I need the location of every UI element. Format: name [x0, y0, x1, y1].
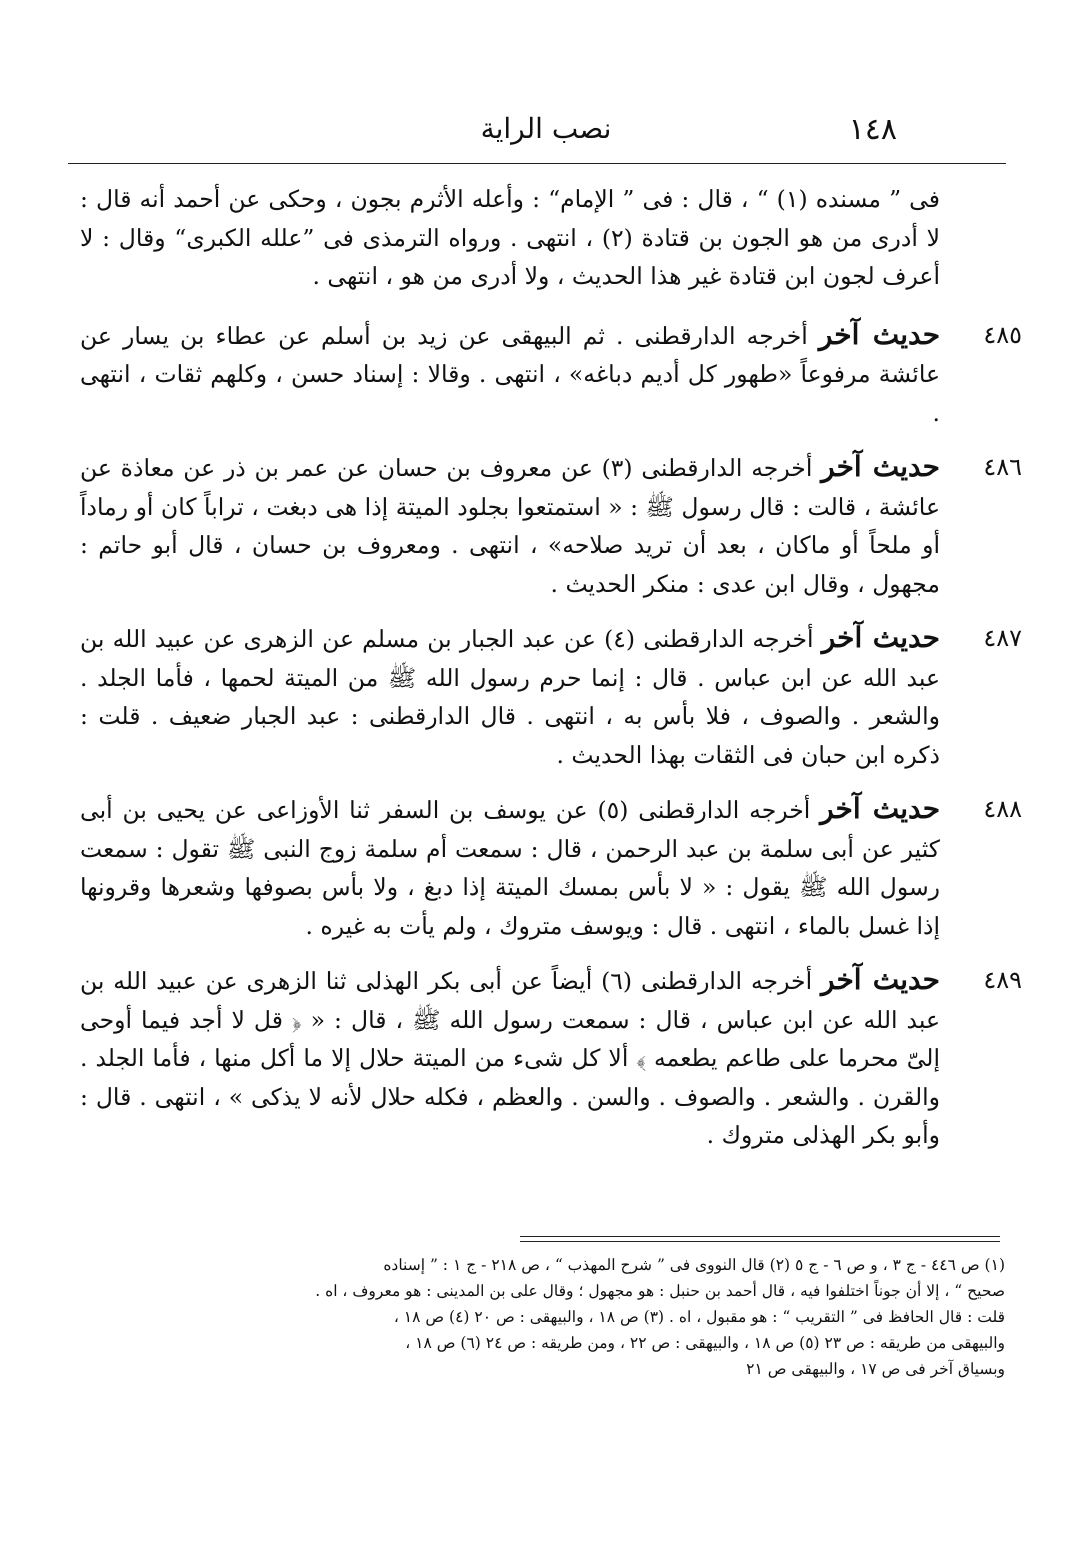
- hadith-paragraph: [80, 448, 1022, 603]
- hadith-paragraph: [80, 316, 1022, 433]
- footnote-line: قلت : قال الحافظ فى ” التقريب “ : هو مقبول ، اه . (٣) ص ١٨ ، والبيهقى : ص ٢٠ (٤) ص ١٨ ،: [393, 1308, 1005, 1326]
- footnote-line: (١) ص ٤٤٦ - ج ٣ ، و ص ٦ - ج ٥ (٢) قال النووى فى ” شرح المهذب “ ، ص ٢١٨ - ج ١ : ” إسناده: [383, 1256, 1005, 1274]
- footnote-divider: [520, 1241, 1000, 1242]
- hadith-paragraph: [80, 619, 1022, 774]
- footnote-line: صحيح “ ، إلا أن جوناً اختلفوا فيه ، قال أحمد بن حنبل : هو مجهول ؛ وقال على بن المدينى : هو معروف ، اه .: [315, 1282, 1005, 1300]
- body-text: [80, 180, 1022, 1171]
- footnote-line: وبسياق آخر فى ص ١٧ ، والبيهقى ص ٢١: [746, 1360, 1005, 1378]
- paragraph-text: أخرجه الدارقطنى . ثم البيهقى عن زيد بن أسلم عن عطاء بن يسار عن عائشة مرفوعاً «طهور كل أديم دباغه» ، انتهى . وقالا : إسناد حسن ، وكلهم ثقات ، انتهى .: [80, 321, 940, 427]
- paragraph-continuation: [80, 180, 940, 296]
- paragraph-text: أخرجه الدارقطنى (٣) عن معروف بن حسان عن عمر بن ذر عن معاذة عن عائشة ، قالت : قال رسول ﷺ : « استمتعوا بجلود الميتة إذا هى دبغت ، تراباً كان أو رماداً أو ملحاً أو ماكان ، بعد أن تريد صلاحه» ، انتهى . ومعروف بن حسان ، قال أبو حاتم : مجهول ، وقال ابن عدى : منكر الحديث .: [80, 454, 940, 598]
- hadith-title: حديث آخر: [821, 621, 940, 654]
- footnote-line: والبيهقى من طريقه : ص ٢٣ (٥) ص ١٨ ، والبيهقى : ص ٢٢ ، ومن طريقه : ص ٢٤ (٦) ص ١٨ ،: [405, 1334, 1005, 1352]
- hadith-number: ٤٨٩: [983, 966, 1022, 994]
- paragraph-text: أخرجه الدارقطنى (٥) عن يوسف بن السفر ثنا الأوزاعى عن يحيى بن أبى كثير عن أبى سلمة بن عبد الرحمن ، قال : سمعت أم سلمة زوج النبى ﷺ تقول : سمعت رسول الله ﷺ يقول : « لا بأس بمسك الميتة إذا دبغ ، ولا بأس بصوفها وشعرها وقرونها إذا غسل بالماء ، انتهى . قال : ويوسف متروك ، ولم يأت به غيره .: [80, 796, 940, 940]
- footnotes: [80, 1252, 1005, 1382]
- paragraph-text: أخرجه الدارقطنى (٤) عن عبد الجبار بن مسلم عن الزهرى عن عبيد الله بن عبد الله عن ابن عباس . قال : إنما حرم رسول الله ﷺ من الميتة لحمها ، فأما الجلد . والشعر . والصوف ، فلا بأس به ، انتهى . قال الدارقطنى : عبد الجبار ضعيف . قلت : ذكره ابن حبان فى الثقات بهذا الحديث .: [80, 625, 940, 769]
- hadith-title: حديث آخر: [818, 317, 941, 351]
- footnote-divider: [520, 1236, 1000, 1237]
- running-title: نصب الراية: [480, 112, 612, 145]
- hadith-title: حديث آخر: [821, 963, 940, 996]
- hadith-title: حديث آخر: [820, 792, 940, 825]
- hadith-number: ٤٨٨: [983, 795, 1022, 823]
- hadith-paragraph: [80, 790, 1022, 945]
- hadith-number: ٤٨٧: [983, 624, 1022, 652]
- hadith-number: ٤٨٦: [983, 453, 1022, 481]
- header-divider: [68, 163, 1006, 164]
- page-number: ١٤٨: [848, 112, 897, 147]
- page-header: [60, 112, 1032, 152]
- hadith-number: ٤٨٥: [983, 320, 1022, 349]
- hadith-title: حديث آخر: [821, 450, 940, 483]
- hadith-paragraph: [80, 961, 1022, 1155]
- paragraph-text: أخرجه الدارقطنى (٦) أيضاً عن أبى بكر الهذلى ثنا الزهرى عن عبيد الله بن عبد الله عن ابن عباس ، قال : سمعت رسول الله ﷺ ، قال : « ﴿ قل لا أجد فيما أوحى إلىّ محرما على طاعم يطعمه ﴾ ألا كل شىء من الميتة حلال إلا ما أكل منها ، فأما الجلد . والقرن . والشعر . والصوف . والسن . والعظم ، فكله حلال لأنه لا يذكى » ، انتهى . قال : وأبو بكر الهذلى متروك .: [80, 967, 940, 1149]
- paragraph-text: فى ” مسنده (١) “ ، قال : فى ” الإمام“ : وأعله الأثرم بجون ، وحكى عن أحمد أنه قال : لا أدرى من هو الجون بن قتادة (٢) ، انتهى . ورواه الترمذى فى ”علله الكبرى“ وقال : لا أعرف لجون ابن قتادة غير هذا الحديث ، ولا أدرى من هو ، انتهى .: [80, 185, 940, 290]
